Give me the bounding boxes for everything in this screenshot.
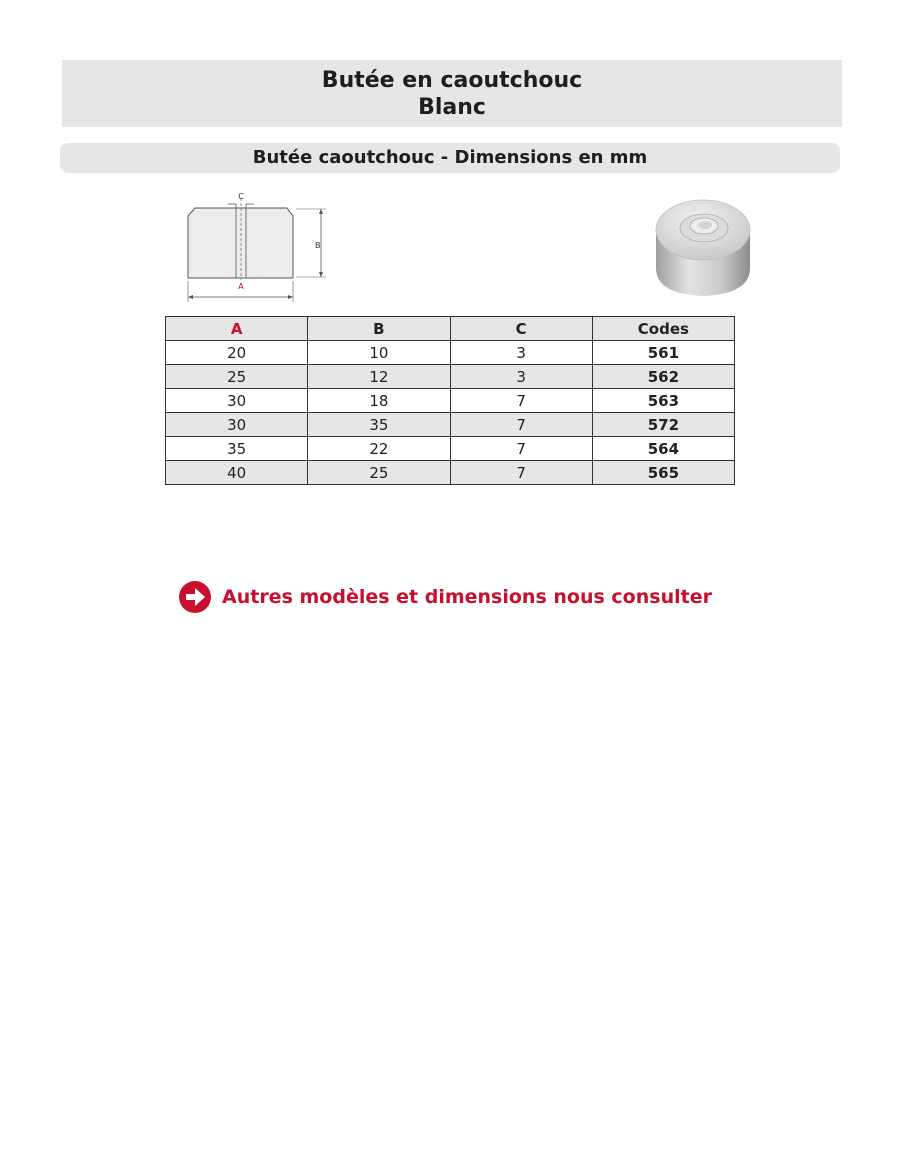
page-title-banner xyxy=(62,60,842,127)
dimensions-table xyxy=(165,316,735,485)
column-header-c: C xyxy=(450,317,592,341)
page-title: Butée en caoutchouc xyxy=(321,68,583,93)
cell-a: 40 xyxy=(166,461,308,485)
cell-code: 561 xyxy=(592,341,734,365)
cell-c: 7 xyxy=(450,413,592,437)
table-row xyxy=(166,389,735,413)
page-subtitle-color: Blanc xyxy=(418,95,486,120)
column-header-b: B xyxy=(308,317,450,341)
cell-a: 30 xyxy=(166,389,308,413)
table-row xyxy=(166,461,735,485)
table-row xyxy=(166,437,735,461)
table-row xyxy=(166,365,735,389)
label-a: A xyxy=(238,282,244,291)
cell-a: 30 xyxy=(166,413,308,437)
cell-b: 22 xyxy=(308,437,450,461)
table-row xyxy=(166,413,735,437)
cell-c: 3 xyxy=(450,341,592,365)
product-photo xyxy=(648,190,758,300)
contact-notice[interactable] xyxy=(178,580,712,614)
section-title: Butée caoutchouc - Dimensions en mm xyxy=(60,143,840,173)
cell-a: 35 xyxy=(166,437,308,461)
label-b: B xyxy=(315,241,321,250)
cell-c: 7 xyxy=(450,461,592,485)
cell-b: 10 xyxy=(308,341,450,365)
cell-c: 7 xyxy=(450,437,592,461)
cell-code: 565 xyxy=(592,461,734,485)
cell-code: 564 xyxy=(592,437,734,461)
cell-c: 7 xyxy=(450,389,592,413)
cell-code: 563 xyxy=(592,389,734,413)
cell-b: 12 xyxy=(308,365,450,389)
table-header-row xyxy=(166,317,735,341)
cell-a: 25 xyxy=(166,365,308,389)
cell-code: 572 xyxy=(592,413,734,437)
cell-a: 20 xyxy=(166,341,308,365)
arrow-right-circle-icon xyxy=(178,580,212,614)
cell-code: 562 xyxy=(592,365,734,389)
table-row xyxy=(166,341,735,365)
technical-drawing xyxy=(180,188,340,308)
column-header-codes: Codes xyxy=(592,317,734,341)
drawing-outline xyxy=(188,208,293,278)
cell-b: 35 xyxy=(308,413,450,437)
cell-b: 25 xyxy=(308,461,450,485)
cell-c: 3 xyxy=(450,365,592,389)
label-c: C xyxy=(238,192,244,201)
contact-text: Autres modèles et dimensions nous consulter xyxy=(222,586,712,608)
cell-b: 18 xyxy=(308,389,450,413)
column-header-a: A xyxy=(166,317,308,341)
